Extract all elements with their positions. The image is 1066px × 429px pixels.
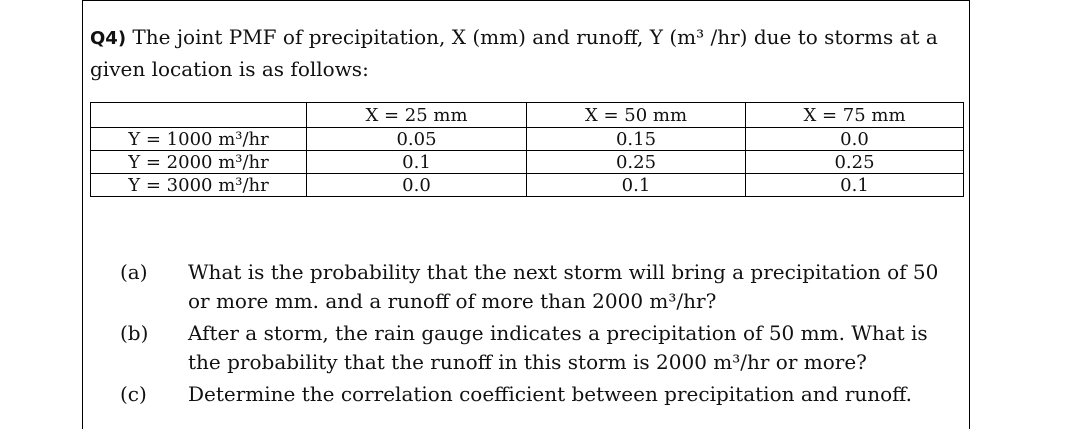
column-header-x25: X = 25 mm [307, 103, 527, 128]
table-cell: 0.0 [307, 174, 527, 197]
joint-pmf-table [90, 102, 964, 197]
table-row [91, 151, 964, 174]
row-header-y2000: Y = 2000 m³/hr [91, 151, 307, 174]
part-text: What is the probability that the next storm will bring a precipitation of 50 or more mm. and a runoff of more than 2000 m³/hr? [188, 260, 939, 313]
table-cell: 0.15 [527, 128, 746, 151]
row-header-y3000: Y = 3000 m³/hr [91, 174, 307, 197]
question-number: Q4) [90, 28, 127, 49]
table-cell: 0.0 [746, 128, 964, 151]
table-row [91, 128, 964, 151]
question-statement [90, 22, 965, 85]
table-cell: 0.1 [746, 174, 964, 197]
part-c [120, 380, 965, 409]
part-label: (c) [120, 382, 147, 406]
table-cell: 0.25 [527, 151, 746, 174]
part-a [120, 258, 965, 316]
question-text: The joint PMF of precipitation, X (mm) and runoff, Y (m³ /hr) due to storms at a given location is as follows: [90, 25, 938, 81]
part-text: After a storm, the rain gauge indicates a precipitation of 50 mm. What is the probability that the runoff in this storm is 2000 m³/hr or more? [188, 321, 928, 374]
table-cell: 0.25 [746, 151, 964, 174]
part-b [120, 319, 965, 377]
column-header-x50: X = 50 mm [527, 103, 746, 128]
part-label: (a) [120, 260, 148, 284]
part-label: (b) [120, 321, 149, 345]
part-text: Determine the correlation coefficient between precipitation and runoff. [188, 382, 913, 406]
column-header-x75: X = 75 mm [746, 103, 964, 128]
table-cell: 0.05 [307, 128, 527, 151]
table-corner-cell [91, 103, 307, 128]
table-cell: 0.1 [307, 151, 527, 174]
table-header-row [91, 103, 964, 128]
table-row [91, 174, 964, 197]
table-cell: 0.1 [527, 174, 746, 197]
question-parts [120, 258, 965, 412]
row-header-y1000: Y = 1000 m³/hr [91, 128, 307, 151]
